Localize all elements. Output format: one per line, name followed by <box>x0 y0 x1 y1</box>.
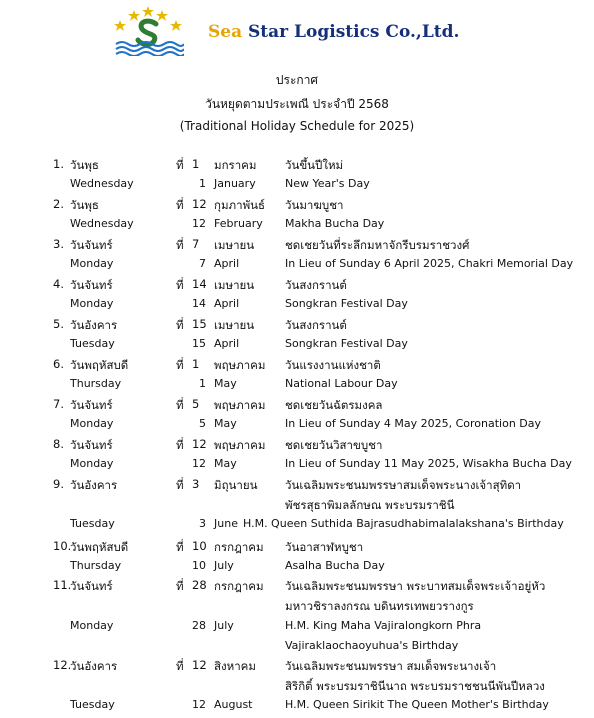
holiday-date-thai: 15 <box>192 317 207 331</box>
holiday-month-english: May <box>214 457 237 470</box>
holiday-weekday-english: Monday <box>70 619 114 632</box>
holiday-row-english <box>0 337 594 357</box>
holiday-weekday-thai: วันจันทร์ <box>70 398 113 412</box>
holiday-row-thai <box>0 317 594 337</box>
holiday-weekday-english: Wednesday <box>70 177 134 190</box>
holiday-month-english: August <box>214 698 253 711</box>
holiday-month-english: April <box>214 257 240 270</box>
holiday-month-thai: พฤษภาคม <box>214 358 266 372</box>
holiday-weekday-english: Thursday <box>70 377 122 390</box>
holiday-date-thai: 1 <box>192 357 200 371</box>
holiday-weekday-thai: วันจันทร์ <box>70 238 113 252</box>
holiday-date-english: 14 <box>192 297 206 310</box>
holiday-date-prefix: ที่ <box>176 198 184 212</box>
holiday-row-english <box>0 377 594 397</box>
holiday-row-thai <box>0 277 594 297</box>
holiday-date-english: 12 <box>192 457 206 470</box>
holiday-weekday-thai: วันจันทร์ <box>70 438 113 452</box>
holiday-name-thai: วันสงกรานต์ <box>285 318 347 332</box>
holiday-name-english: In Lieu of Sunday 11 May 2025, Wisakha Bucha Day <box>285 457 572 470</box>
holiday-name-thai-line2: พัชรสุธาพิมลลักษณ พระบรมราชินี <box>285 498 455 512</box>
holiday-date-english: 3 <box>199 517 206 530</box>
holiday-date-thai: 28 <box>192 578 207 592</box>
holiday-date-prefix: ที่ <box>176 278 184 292</box>
holiday-date-thai: 7 <box>192 237 200 251</box>
announcement-heading: ประกาศ <box>275 73 319 87</box>
holiday-weekday-thai: วันพฤหัสบดี <box>70 358 129 372</box>
holiday-weekday-thai: วันจันทร์ <box>70 579 113 593</box>
holiday-month-thai: มกราคม <box>214 158 257 172</box>
holiday-date-thai: 3 <box>192 477 200 491</box>
holiday-name-english-continued <box>0 639 594 659</box>
holiday-name-thai: ชดเชยวันฉัตรมงคล <box>285 398 383 412</box>
holiday-number: 4. <box>53 277 64 291</box>
holiday-date-prefix: ที่ <box>176 478 184 492</box>
holiday-date-thai: 12 <box>192 437 207 451</box>
holiday-row-thai <box>0 357 594 377</box>
holiday-name-english: Songkran Festival Day <box>285 337 408 350</box>
holiday-number: 10. <box>53 539 72 553</box>
holiday-name-thai-line2: สิริกิติ์ พระบรมราชินีนาถ พระบรมราชชนนีพันปีหลวง <box>285 679 545 693</box>
holiday-month-thai: กรกฎาคม <box>214 540 264 554</box>
holiday-name-english: Asalha Bucha Day <box>285 559 385 572</box>
holiday-date-prefix: ที่ <box>176 540 184 554</box>
holiday-name-english: H.M. Queen Suthida Bajrasudhabimalalakshana's Birthday <box>243 517 564 530</box>
holiday-row-english <box>0 417 594 437</box>
holiday-month-thai: พฤษภาคม <box>214 438 266 452</box>
holiday-date-prefix: ที่ <box>176 358 184 372</box>
holiday-weekday-english: Monday <box>70 257 114 270</box>
holiday-month-english: February <box>214 217 263 230</box>
holiday-date-english: 12 <box>192 217 206 230</box>
holiday-row-thai <box>0 578 594 598</box>
holiday-number: 1. <box>53 157 64 171</box>
holiday-date-prefix: ที่ <box>176 579 184 593</box>
holiday-name-thai: วันขึ้นปีใหม่ <box>285 158 344 172</box>
holiday-month-english: May <box>214 417 237 430</box>
holiday-weekday-english: Monday <box>70 417 114 430</box>
holiday-name-english: Makha Bucha Day <box>285 217 385 230</box>
holiday-date-thai: 10 <box>192 539 207 553</box>
holiday-weekday-english: Monday <box>70 297 114 310</box>
holiday-name-english-line2: Vajiraklaochaoyuhua's Birthday <box>285 639 459 652</box>
holiday-name-thai: ชดเชยวันที่ระลึกมหาจักรีบรมราชวงศ์ <box>285 238 470 252</box>
holiday-date-prefix: ที่ <box>176 238 184 252</box>
holiday-month-thai: สิงหาคม <box>214 659 256 673</box>
holiday-date-prefix: ที่ <box>176 659 184 673</box>
company-logo <box>112 4 184 56</box>
holiday-date-prefix: ที่ <box>176 158 184 172</box>
holiday-weekday-english: Thursday <box>70 559 122 572</box>
holiday-weekday-thai: วันอังคาร <box>70 478 118 492</box>
company-name <box>208 22 459 42</box>
holiday-weekday-thai: วันพฤหัสบดี <box>70 540 129 554</box>
holiday-name-thai: วันมาฆบูชา <box>285 198 344 212</box>
holiday-date-thai: 12 <box>192 197 207 211</box>
holiday-number: 3. <box>53 237 64 251</box>
holiday-name-thai: วันอาสาฬหบูชา <box>285 540 364 554</box>
holiday-date-english: 1 <box>199 377 206 390</box>
holiday-row-thai <box>0 197 594 217</box>
holiday-weekday-english: Wednesday <box>70 217 134 230</box>
holiday-name-thai: ชดเชยวันวิสาขบูชา <box>285 438 383 452</box>
holiday-row-english <box>0 177 594 197</box>
holiday-row-english <box>0 457 594 477</box>
holiday-row-thai <box>0 237 594 257</box>
holiday-month-english: April <box>214 337 240 350</box>
holiday-row-thai <box>0 437 594 457</box>
holiday-date-english: 1 <box>199 177 206 190</box>
holiday-number: 11. <box>53 578 72 592</box>
holiday-row-english <box>0 297 594 317</box>
holiday-month-english: April <box>214 297 240 310</box>
holiday-name-english: In Lieu of Sunday 4 May 2025, Coronation Day <box>285 417 542 430</box>
holiday-row-thai <box>0 397 594 417</box>
holiday-date-thai: 14 <box>192 277 207 291</box>
holiday-date-english: 10 <box>192 559 206 572</box>
holiday-weekday-english: Tuesday <box>70 337 115 350</box>
holiday-row-thai <box>0 157 594 177</box>
holiday-row-english <box>0 217 594 237</box>
holiday-month-thai: พฤษภาคม <box>214 398 266 412</box>
holiday-date-thai: 12 <box>192 658 207 672</box>
holiday-row-thai <box>0 539 594 559</box>
holiday-weekday-thai: วันจันทร์ <box>70 278 113 292</box>
title-thai: วันหยุดตามประเพณี ประจำปี 2568 <box>205 97 389 111</box>
holiday-weekday-english: Tuesday <box>70 517 115 530</box>
holiday-month-thai: เมษายน <box>214 278 255 292</box>
holiday-number: 5. <box>53 317 64 331</box>
holiday-date-english: 15 <box>192 337 206 350</box>
holiday-row-thai <box>0 658 594 678</box>
holiday-name-english: H.M. Queen Sirikit The Queen Mother's Birthday <box>285 698 549 711</box>
holiday-date-prefix: ที่ <box>176 318 184 332</box>
holiday-weekday-english: Monday <box>70 457 114 470</box>
holiday-weekday-english: Tuesday <box>70 698 115 711</box>
holiday-name-thai: วันเฉลิมพระชนมพรรษา สมเด็จพระนางเจ้า <box>285 659 497 673</box>
holiday-row-english <box>0 619 594 639</box>
holiday-name-thai: วันสงกรานต์ <box>285 278 347 292</box>
holiday-month-english: January <box>214 177 256 190</box>
holiday-month-thai: กุมภาพันธ์ <box>214 198 266 212</box>
holiday-row-english <box>0 698 594 718</box>
holiday-month-english: July <box>214 619 234 632</box>
holiday-row-english <box>0 559 594 579</box>
holiday-month-thai: กรกฎาคม <box>214 579 264 593</box>
holiday-date-english: 5 <box>199 417 206 430</box>
holiday-name-thai-line2: มหาวชิราลงกรณ บดินทรเทพยวรางกูร <box>285 599 474 613</box>
holiday-month-english: July <box>214 559 234 572</box>
holiday-name-thai: วันแรงงานแห่งชาติ <box>285 358 381 372</box>
holiday-number: 12. <box>53 658 72 672</box>
holiday-name-english: H.M. King Maha Vajiralongkorn Phra <box>285 619 482 632</box>
holiday-row-english <box>0 517 594 537</box>
holiday-name-english: National Labour Day <box>285 377 398 390</box>
title-english: (Traditional Holiday Schedule for 2025) <box>179 119 415 133</box>
holiday-date-thai: 5 <box>192 397 200 411</box>
holiday-number: 8. <box>53 437 64 451</box>
holiday-row-thai <box>0 477 594 497</box>
holiday-row-english <box>0 257 594 277</box>
holiday-weekday-thai: วันพุธ <box>70 158 99 172</box>
holiday-number: 9. <box>53 477 64 491</box>
holiday-name-english: In Lieu of Sunday 6 April 2025, Chakri Memorial Day <box>285 257 574 270</box>
holiday-number: 7. <box>53 397 64 411</box>
holiday-weekday-thai: วันพุธ <box>70 198 99 212</box>
holiday-date-english: 12 <box>192 698 206 711</box>
holiday-name-thai-continued <box>0 598 594 618</box>
holiday-date-prefix: ที่ <box>176 398 184 412</box>
holiday-name-thai: วันเฉลิมพระชนมพรรษาสมเด็จพระนางเจ้าสุทิดา <box>285 478 522 492</box>
holiday-date-english: 7 <box>199 257 206 270</box>
company-name-sea: Sea <box>208 22 243 42</box>
holiday-month-thai: มิถุนายน <box>214 478 258 492</box>
holiday-name-thai: วันเฉลิมพระชนมพรรษา พระบาทสมเด็จพระเจ้าอยู่หัว <box>285 579 546 593</box>
holiday-date-english: 28 <box>192 619 206 632</box>
holiday-name-thai-continued <box>0 497 594 517</box>
holiday-month-english: June <box>214 517 238 530</box>
holiday-month-english: May <box>214 377 237 390</box>
holiday-name-thai-continued <box>0 678 594 698</box>
holiday-name-english: Songkran Festival Day <box>285 297 408 310</box>
holiday-number: 2. <box>53 197 64 211</box>
holiday-weekday-thai: วันอังคาร <box>70 318 118 332</box>
s-letter-shape <box>138 21 156 44</box>
holiday-date-prefix: ที่ <box>176 438 184 452</box>
holiday-date-thai: 1 <box>192 157 200 171</box>
holiday-month-thai: เมษายน <box>214 318 255 332</box>
holiday-name-english: New Year's Day <box>285 177 370 190</box>
holiday-month-thai: เมษายน <box>214 238 255 252</box>
holiday-weekday-thai: วันอังคาร <box>70 659 118 673</box>
holiday-number: 6. <box>53 357 64 371</box>
company-name-rest: Star Logistics Co.,Ltd. <box>248 22 460 42</box>
